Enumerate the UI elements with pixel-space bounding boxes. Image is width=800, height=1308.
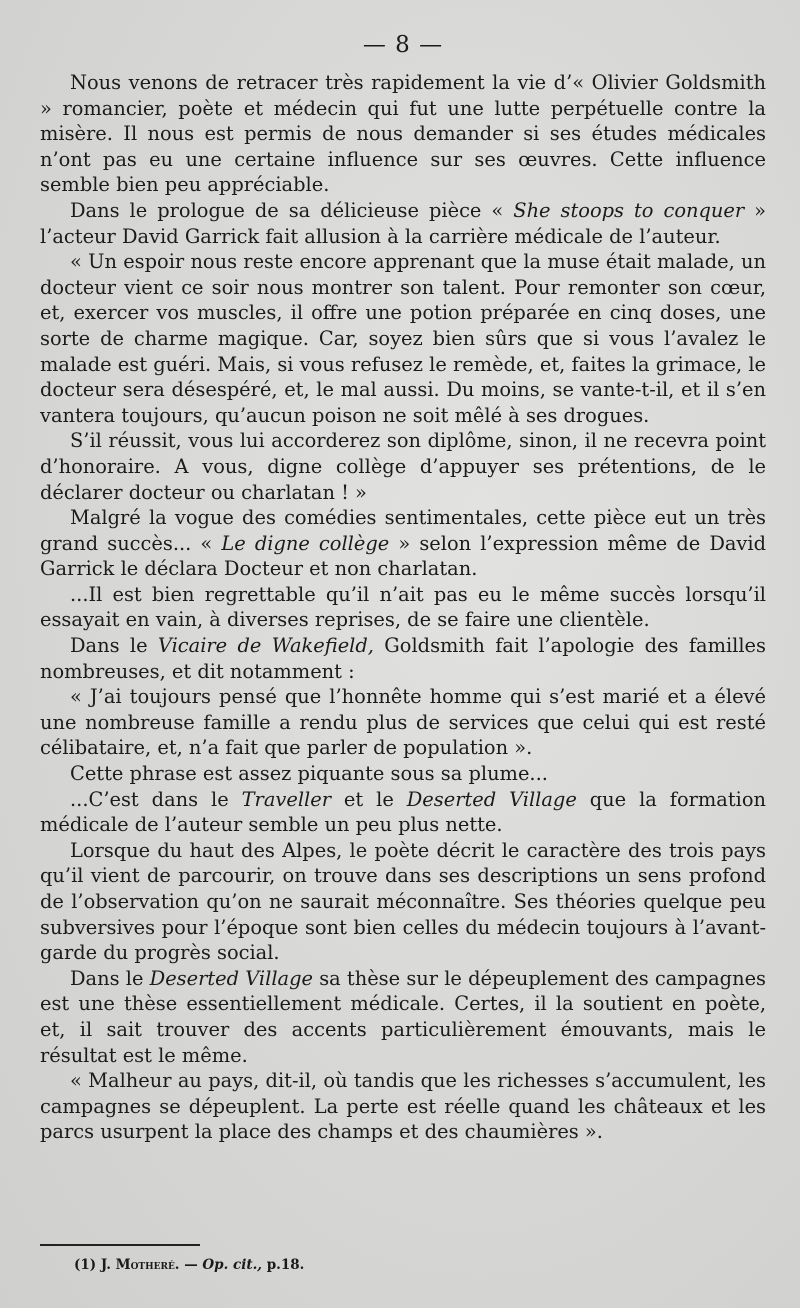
paragraph-quote: « Malheur au pays, dit-il, où tandis que les richesses s’accumulent, les campagnes se dépeuplent. La perte est réelle quand les châteaux et les parcs usurpent la place des champs et des chaumières ». [40, 1069, 766, 1144]
paragraph: Dans le Deserted Village sa thèse sur le dépeuplement des campagnes est une thèse essentiellement médicale. Certes, il la soutient en poète, et, il sait trouver des accents particulièrement émouvants, mais le résultat est le même. [40, 966, 766, 1067]
footnote-author: Motheré. [115, 1257, 180, 1273]
paragraph: Nous venons de retracer très rapidement la vie d’« Olivier Goldsmith » romancier, poète et médecin qui fut une lutte perpétuelle contre la misère. Il nous est permis de nous demander si ses études médicales n’ont pas eu une certaine influence sur ses œuvres. Cette influence semble bien peu appréciable. [40, 71, 766, 197]
book-title: Traveller [241, 787, 331, 811]
book-title: Vicaire de Wakefield, [157, 634, 374, 658]
paragraph: Cette phrase est assez piquante sous sa plume... [70, 762, 548, 786]
paragraph: ...C’est dans le Traveller et le Deserted Village que la formation médicale de l’auteur semble un peu plus nette. [40, 787, 767, 837]
footnote-work: Op. cit., [202, 1257, 263, 1273]
footnote-divider [40, 1244, 200, 1246]
body-text [40, 70, 766, 1145]
footnote: (1) J. Motheré. — Op. cit., p.18. [74, 1257, 305, 1273]
paragraph: Lorsque du haut des Alpes, le poète décrit le caractère des trois pays qu’il vient de parcourir, on trouve dans ses descriptions un sens profond de l’observation qu’on ne saurait méconnaître. Ses théories quelque peu subversives pour l’époque sont bien celles du médecin toujours à l’avant-garde du progrès social. [40, 838, 766, 965]
paragraph-quote: S’il réussit, vous lui accorderez son diplôme, sinon, il ne recevra point d’honoraire. A vous, digne collège d’appuyer ses prétentions, de le déclarer docteur ou charlatan ! » [40, 429, 766, 504]
play-title: She stoops to conquer [513, 198, 745, 222]
page-number: — 8 — [362, 32, 444, 58]
book-title: Deserted Village [149, 966, 313, 990]
footnote-page: p.18. [266, 1257, 305, 1273]
book-title: Deserted Village [406, 787, 577, 811]
quoted-phrase: Le digne collège [221, 531, 390, 555]
paragraph-quote: « J’ai toujours pensé que l’honnête homme qui s’est marié et a élevé une nombreuse famille a rendu plus de services que celui qui est resté célibataire, et, n’a fait que parler de population ». [40, 685, 766, 760]
footnote-number: (1) [74, 1257, 97, 1273]
paragraph: Malgré la vogue des comédies sentimentales, cette pièce eut un très grand succès... « Le digne collège » selon l’expression même de David Garrick le déclara Docteur et non charlatan. [40, 506, 766, 581]
paragraph-quote: « Un espoir nous reste encore apprenant que la muse était malade, un docteur vient ce soir nous montrer son talent. Pour remonter son cœur, et, exercer vos muscles, il offre une potion préparée en cinq doses, une sorte de charme magique. Car, soyez bien sûrs que si vous l’avalez le malade est guéri. Mais, si vous refusez le remède, et, faites la grimace, le docteur sera désespéré, et, le mal aussi. Du moins, se vante-t-il, et il s’en vantera toujours, qu’aucun poison ne soit mêlé à ses drogues. [40, 250, 766, 427]
paragraph: Dans le Vicaire de Wakefield, Goldsmith fait l’apologie des familles nombreuses, et dit notamment : [40, 634, 766, 683]
paragraph: Dans le prologue de sa délicieuse pièce « She stoops to conquer » l’acteur David Garrick fait allusion à la carrière médicale de l’auteur. [40, 198, 766, 248]
paragraph: ...Il est bien regrettable qu’il n’ait pas eu le même succès lorsqu’il essayait en vain, à diverses reprises, de se faire une clientèle. [40, 582, 766, 632]
